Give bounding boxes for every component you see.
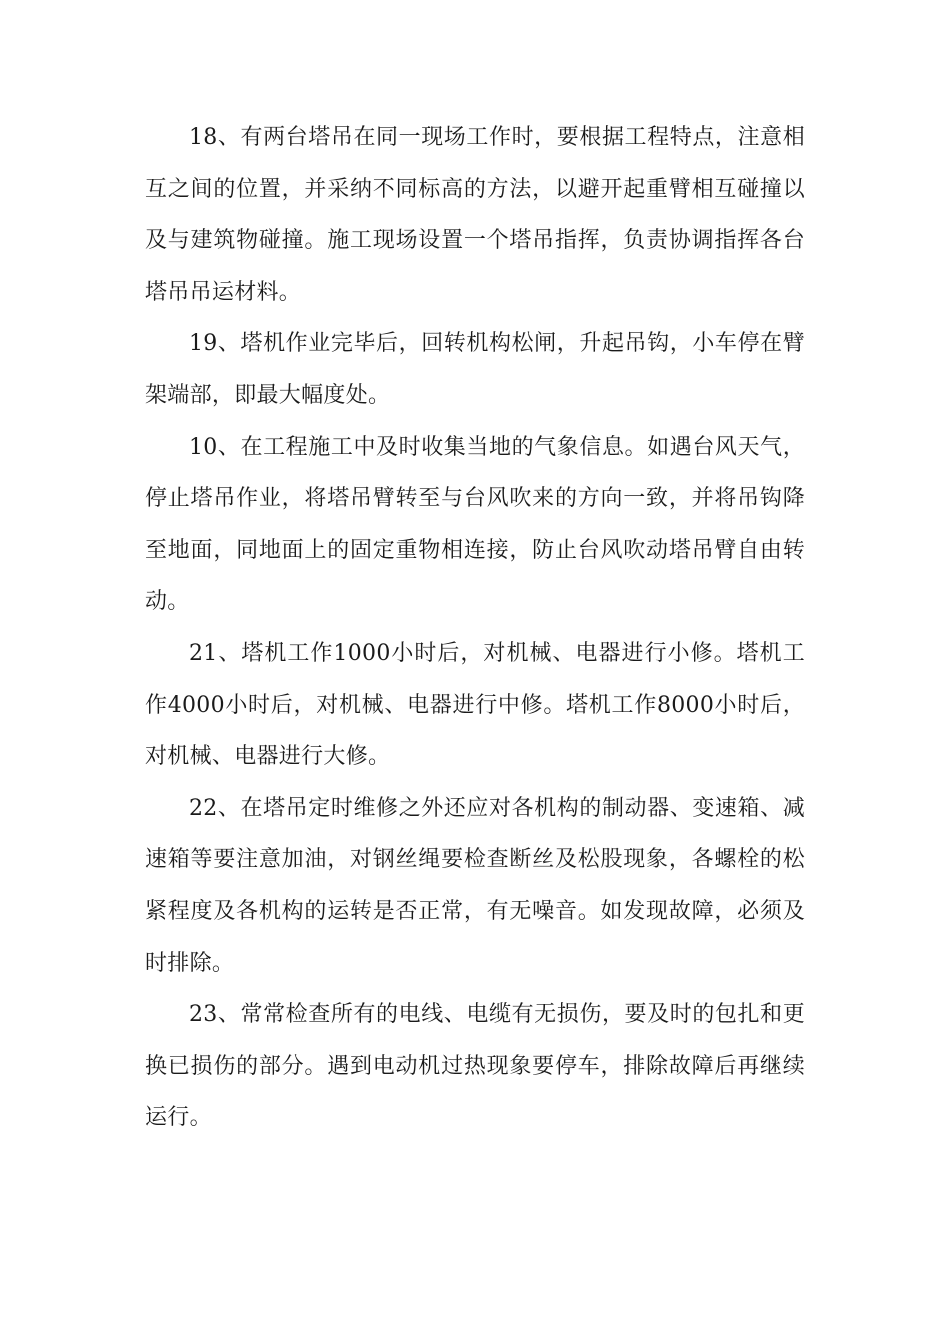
paragraph-22: 22、在塔吊定时维修之外还应对各机构的制动器、变速箱、减速箱等要注意加油，对钢丝绳要检查断丝及松股现象，各螺栓的松紧程度及各机构的运转是否正常，有无噪音。如发现故障，必须及时排除。 xyxy=(145,795,805,976)
paragraph-10: 10、在工程施工中及时收集当地的气象信息。如遇台风天气，停止塔吊作业，将塔吊臂转至与台风吹来的方向一致，并将吊钩降至地面，同地面上的固定重物相连接，防止台风吹动塔吊臂自由转动。 xyxy=(145,434,805,615)
paragraph-18: 18、有两台塔吊在同一现场工作时，要根据工程特点，注意相互之间的位置，并采纳不同标高的方法，以避开起重臂相互碰撞以及与建筑物碰撞。施工现场设置一个塔吊指挥，负责协调指挥各台塔吊吊运材料。 xyxy=(145,125,805,305)
document-body xyxy=(145,112,805,1144)
paragraph-23: 23、常常检查所有的电线、电缆有无损伤，要及时的包扎和更换已损伤的部分。遇到电动机过热现象要停车，排除故障后再继续运行。 xyxy=(145,1002,805,1131)
paragraph-19: 19、塔机作业完毕后，回转机构松闸，升起吊钩，小车停在臂架端部，即最大幅度处。 xyxy=(145,331,805,408)
paragraph-21: 21、塔机工作1000小时后，对机械、电器进行小修。塔机工作4000小时后，对机械、电器进行中修。塔机工作8000小时后，对机械、电器进行大修。 xyxy=(145,640,805,770)
